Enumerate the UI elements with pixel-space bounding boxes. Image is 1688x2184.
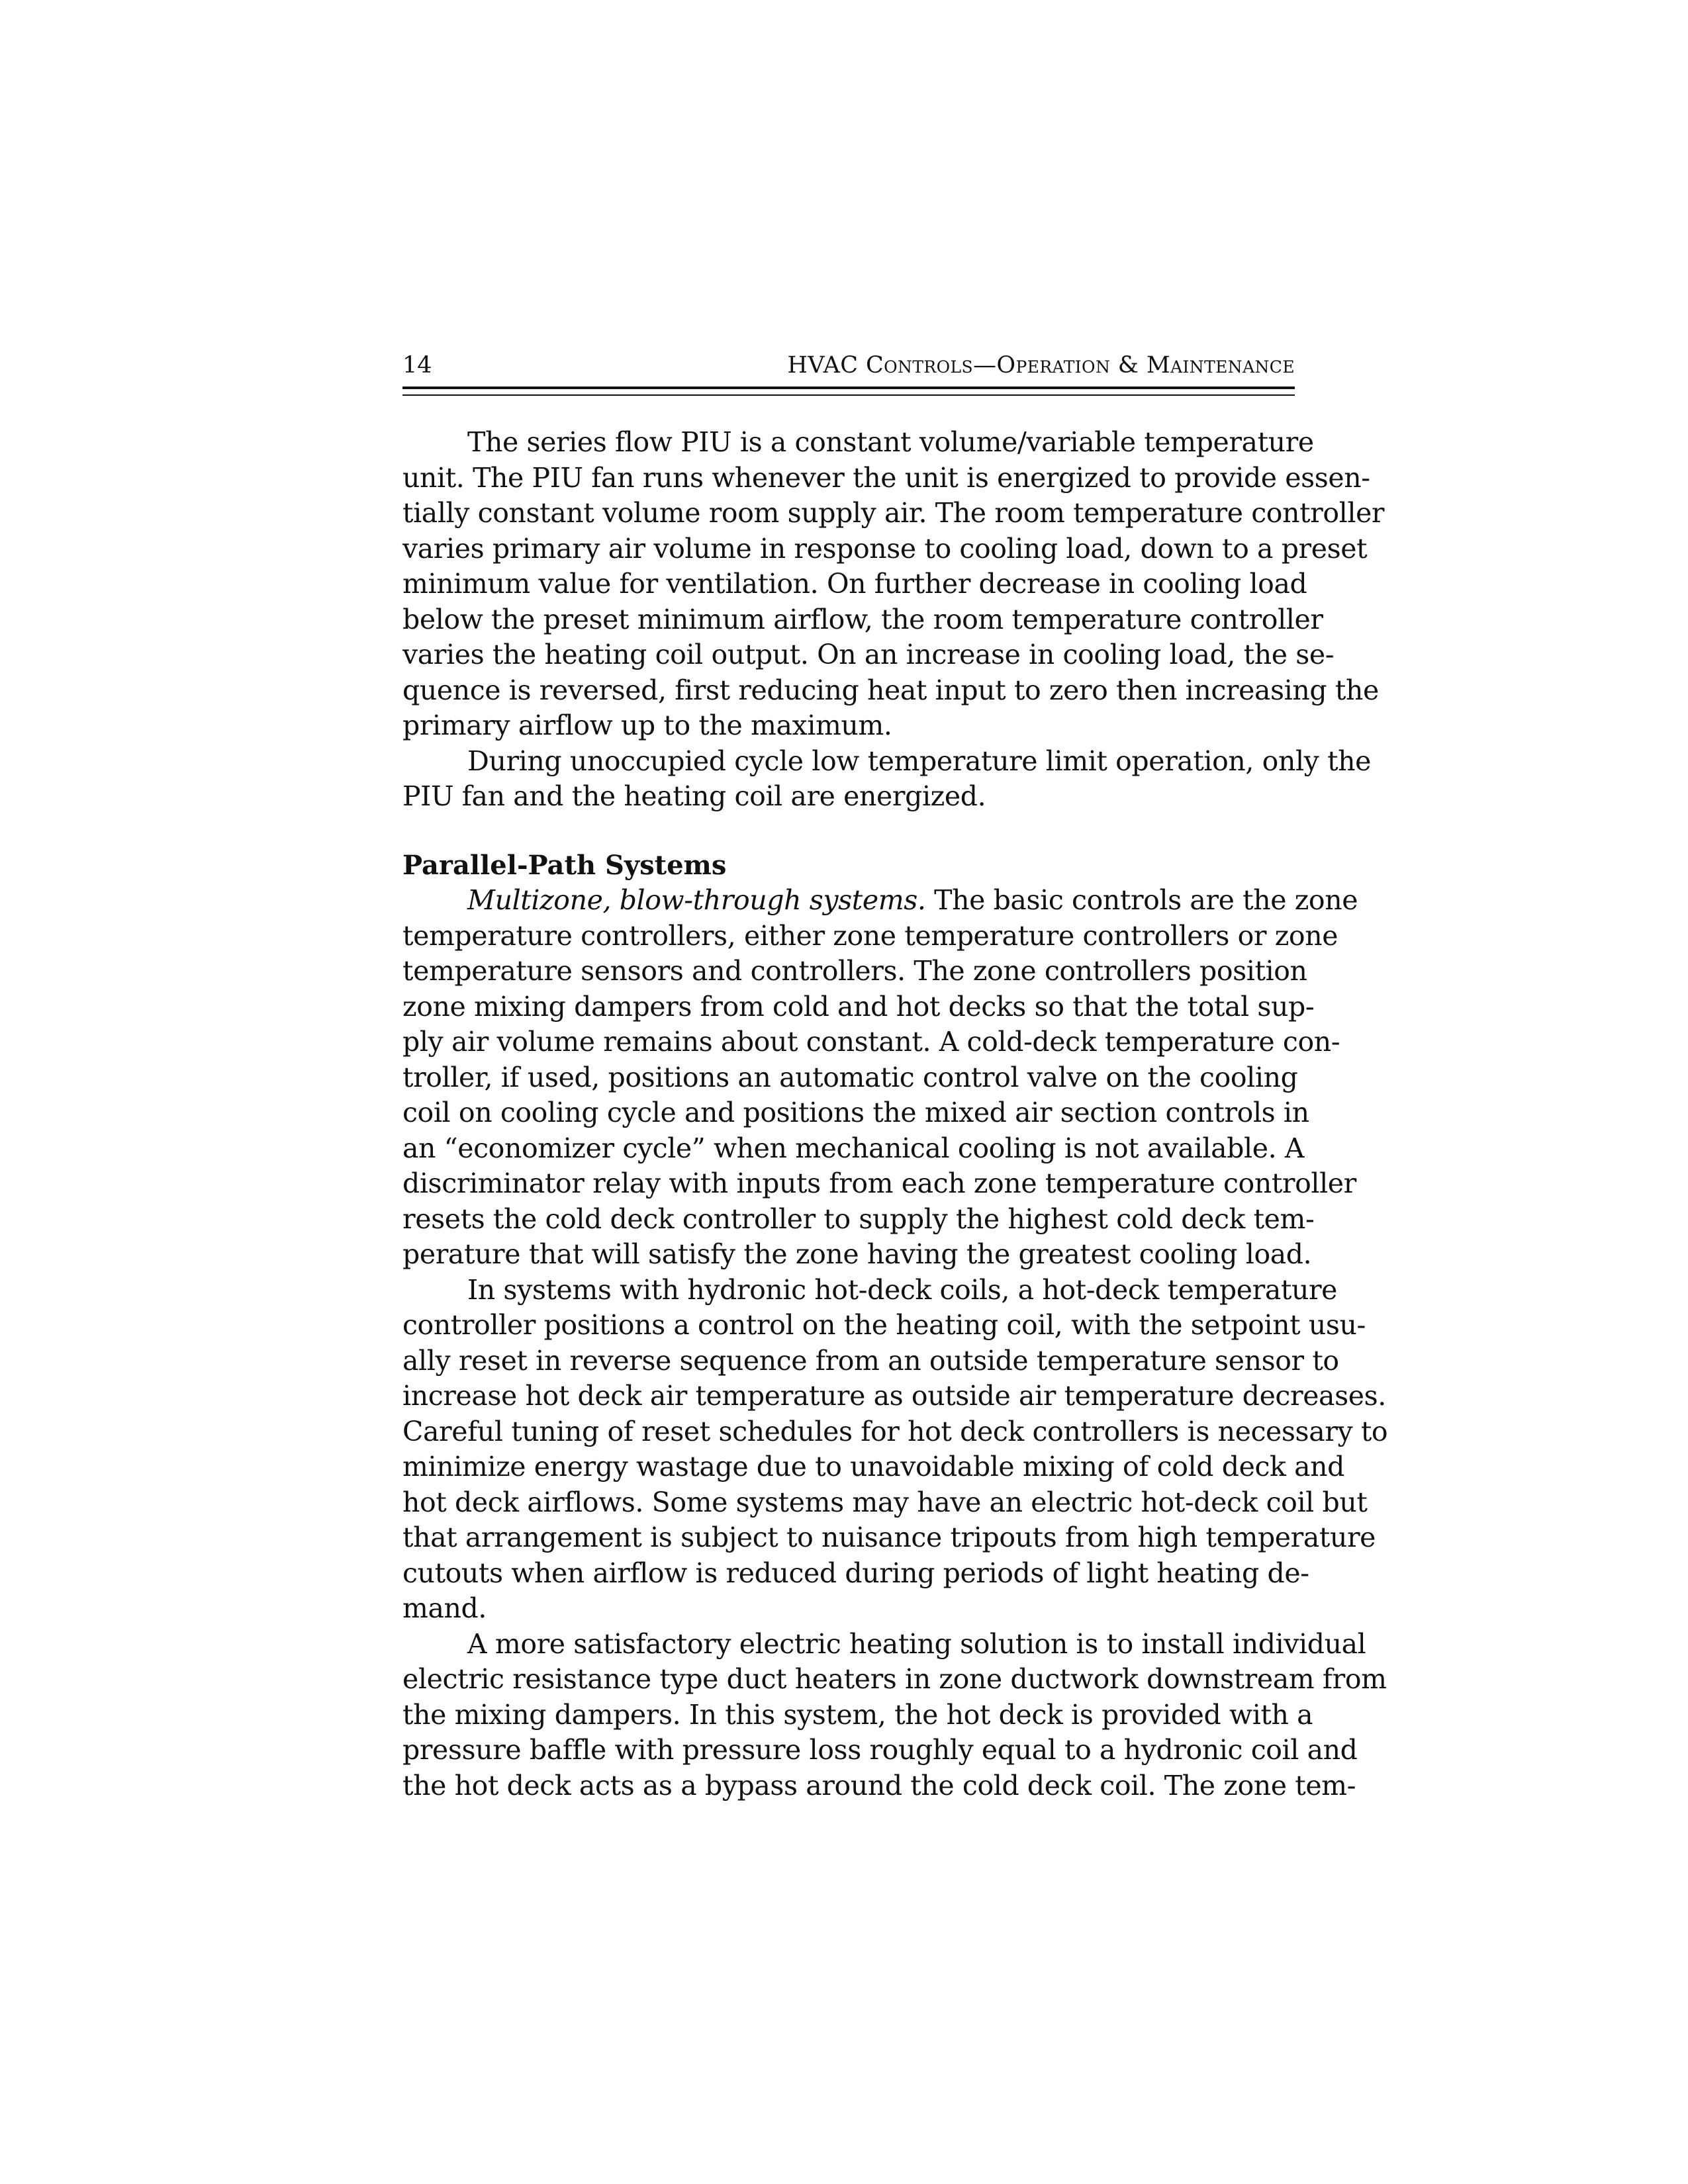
- text-line: resets the cold deck controller to supply the highest cold deck tem-: [402, 1203, 1315, 1235]
- text-line: minimum value for ventilation. On further decrease in cooling load: [402, 568, 1307, 600]
- text-line: discriminator relay with inputs from each zone temperature controller: [402, 1167, 1356, 1199]
- text-line: coil on cooling cycle and positions the mixed air section controls in: [402, 1097, 1309, 1128]
- text-line: During unoccupied cycle low temperature limit operation, only the: [467, 745, 1372, 777]
- text-line: below the preset minimum airflow, the room temperature controller: [402, 603, 1323, 635]
- text-line: perature that will satisfy the zone having the greatest cooling load.: [402, 1238, 1312, 1270]
- paragraph-hydronic-hot-deck: [402, 1273, 1388, 1627]
- text-line: zone mixing dampers from cold and hot decks so that the total sup-: [402, 990, 1315, 1023]
- header-rule-thick: [402, 387, 1295, 389]
- text-line: primary airflow up to the maximum.: [402, 709, 892, 741]
- text-line: controller positions a control on the heating coil, with the setpoint usu-: [402, 1309, 1366, 1341]
- text-line: that arrangement is subject to nuisance tripouts from high temperature: [402, 1522, 1376, 1553]
- paragraph-electric-heating: [402, 1627, 1387, 1804]
- text-span: The basic controls are the zone: [925, 884, 1358, 916]
- text-line: In systems with hydronic hot-deck coils, a hot-deck temperature: [467, 1273, 1338, 1306]
- running-head: HVAC Controls—Operation & Maintenance: [787, 352, 1295, 379]
- text-line: unit. The PIU fan runs whenever the unit is energized to provide essen-: [402, 461, 1370, 494]
- text-line: hot deck airflows. Some systems may have an electric hot-deck coil but: [402, 1486, 1368, 1518]
- text-line: temperature sensors and controllers. The zone controllers position: [402, 955, 1307, 987]
- text-line: increase hot deck air temperature as outside air temperature decreases.: [402, 1380, 1386, 1412]
- section-gap: [402, 815, 1295, 848]
- text-line: the mixing dampers. In this system, the hot deck is provided with a: [402, 1698, 1313, 1731]
- body-text: [402, 425, 1388, 1803]
- text-line: The series flow PIU is a constant volume/variable temperature: [467, 426, 1314, 458]
- text-line: an “economizer cycle” when mechanical cooling is not available. A: [402, 1132, 1305, 1164]
- text-line: mand.: [402, 1592, 487, 1624]
- page-number: 14: [402, 352, 432, 379]
- text-line: varies primary air volume in response to cooling load, down to a preset: [402, 532, 1368, 565]
- paragraph-unoccupied-cycle: [402, 744, 1372, 815]
- text-line: the hot deck acts as a bypass around the cold deck coil. The zone tem-: [402, 1769, 1356, 1801]
- section-heading: Parallel-Path Systems: [402, 849, 727, 881]
- text-line: Careful tuning of reset schedules for hot deck controllers is necessary to: [402, 1415, 1388, 1447]
- text-line: quence is reversed, first reducing heat input to zero then increasing the: [402, 674, 1379, 706]
- text-line: ally reset in reverse sequence from an outside temperature sensor to: [402, 1344, 1339, 1377]
- text-line: tially constant volume room supply air. The room temperature controller: [402, 497, 1385, 529]
- run-in-heading: Multizone, blow-through systems.: [467, 884, 926, 916]
- text-line: cutouts when airflow is reduced during periods of light heating de-: [402, 1557, 1309, 1589]
- text-line: pressure baffle with pressure loss roughly equal to a hydronic coil and: [402, 1734, 1358, 1766]
- text-line: ply air volume remains about constant. A cold-deck temperature con-: [402, 1026, 1340, 1058]
- text-line: [402, 883, 1358, 919]
- header-rule-thin: [402, 394, 1295, 396]
- paragraph-multizone: [402, 883, 1358, 1273]
- text-line: A more satisfactory electric heating solution is to install individual: [467, 1627, 1366, 1660]
- text-line: varies the heating coil output. On an increase in cooling load, the se-: [402, 639, 1335, 670]
- text-line: minimize energy wastage due to unavoidable mixing of cold deck and: [402, 1451, 1344, 1482]
- text-line: PIU fan and the heating coil are energized.: [402, 780, 986, 812]
- text-line: electric resistance type duct heaters in zone ductwork downstream from: [402, 1663, 1387, 1695]
- text-line: troller, if used, positions an automatic control valve on the cooling: [402, 1061, 1298, 1093]
- paragraph-series-flow-piu: [402, 425, 1385, 744]
- page-header: [402, 349, 1295, 385]
- text-line: temperature controllers, either zone temperature controllers or zone: [402, 919, 1338, 952]
